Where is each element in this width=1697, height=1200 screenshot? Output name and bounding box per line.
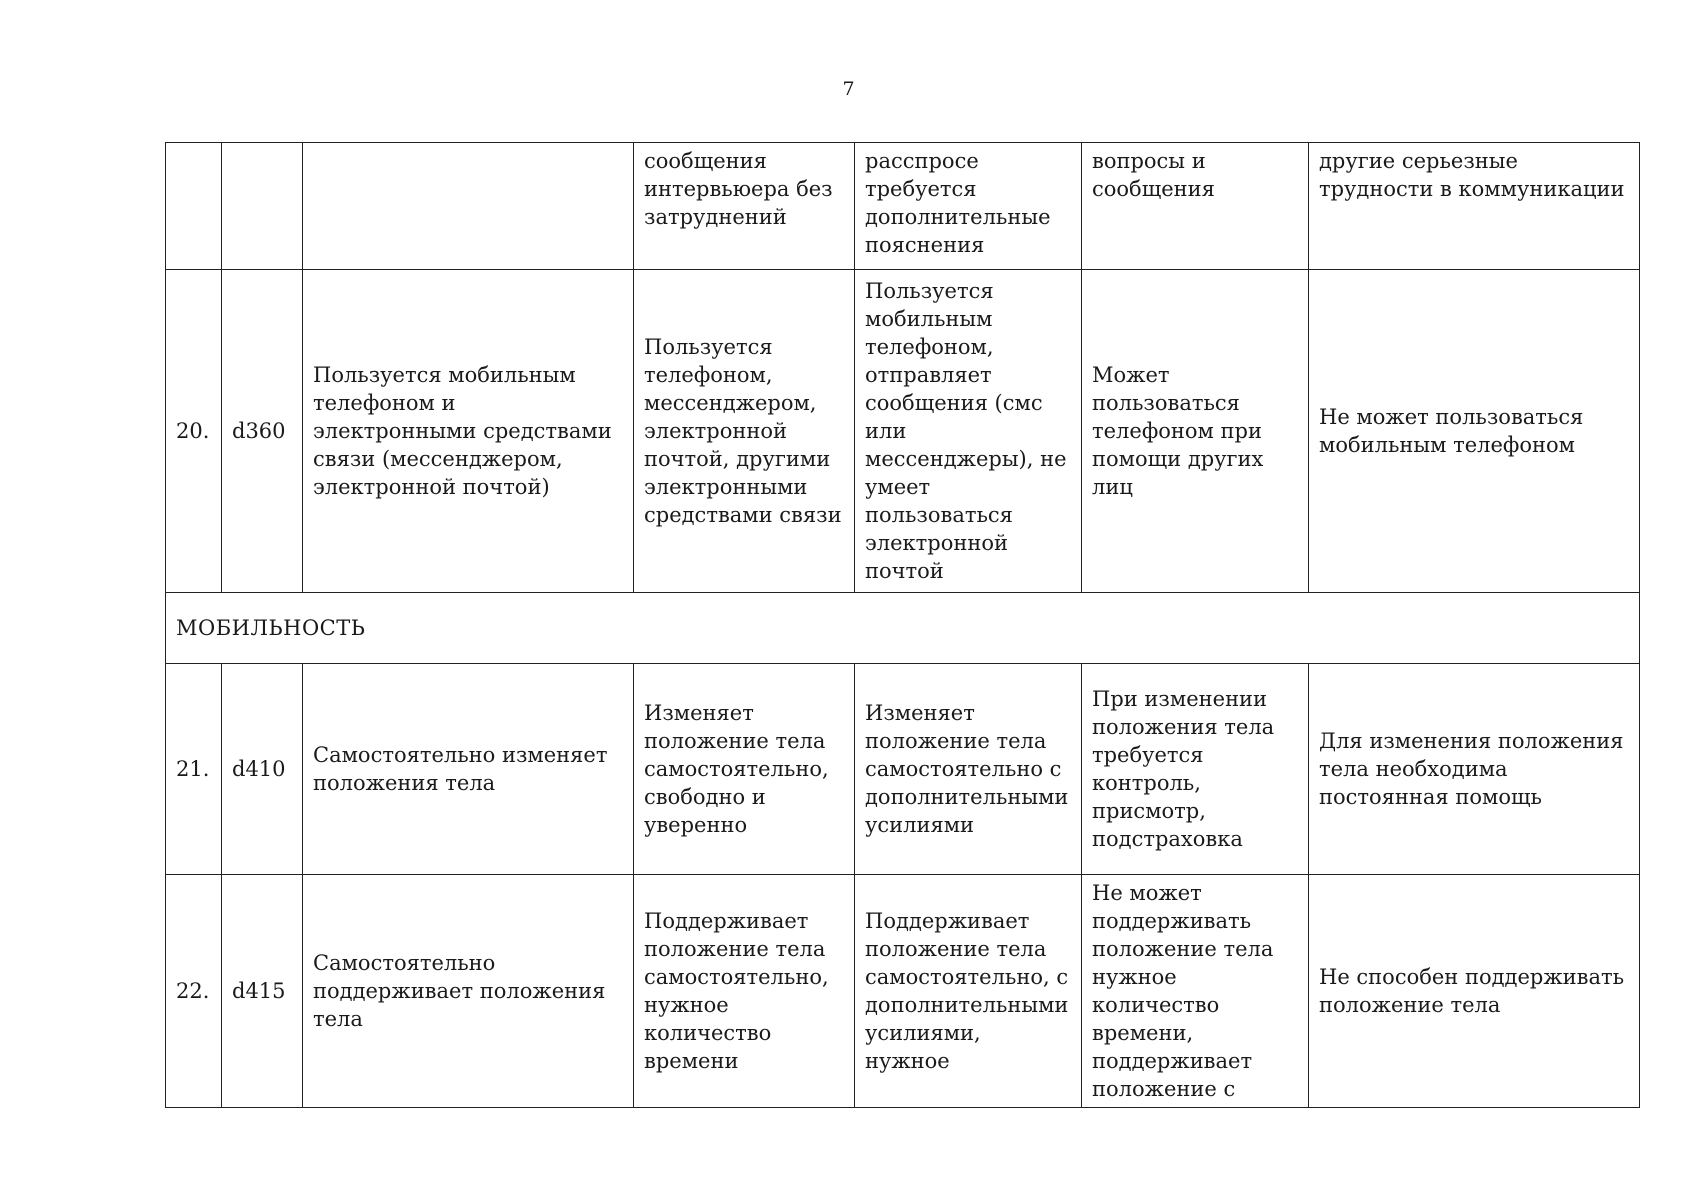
level-4-cell: другие серьезные трудности в коммуникации [1309, 143, 1640, 270]
level-1-cell: Пользуется телефоном, мессенджером, электронной почтой, другими электронными средствами связи [634, 270, 855, 593]
level-2-cell: расспросе требуется дополнительные пояснения [855, 143, 1082, 270]
row-number-cell: 20. [166, 270, 222, 593]
name-cell [303, 143, 634, 270]
code-cell: d410 [222, 664, 303, 875]
assessment-table [165, 142, 1640, 1108]
level-3-cell: При изменении положения тела требуется контроль, присмотр, подстраховка [1082, 664, 1309, 875]
level-3-cell: вопросы и сообщения [1082, 143, 1309, 270]
table-row [166, 664, 1640, 875]
table-row [166, 270, 1640, 593]
name-cell: Самостоятельно поддерживает положения тела [303, 875, 634, 1108]
level-4-cell: Для изменения положения тела необходима постоянная помощь [1309, 664, 1640, 875]
level-4-cell: Не может пользоваться мобильным телефоном [1309, 270, 1640, 593]
level-2-cell: Изменяет положение тела самостоятельно с дополнительными усилиями [855, 664, 1082, 875]
code-cell [222, 143, 303, 270]
level-2-cell: Поддерживает положение тела самостоятельно, с дополнительными усилиями, нужное [855, 875, 1082, 1108]
section-title: МОБИЛЬНОСТЬ [166, 593, 1640, 664]
row-number-cell: 21. [166, 664, 222, 875]
level-1-cell: сообщения интервьюера без затруднений [634, 143, 855, 270]
row-number-cell: 22. [166, 875, 222, 1108]
level-4-cell: Не способен поддерживать положение тела [1309, 875, 1640, 1108]
level-3-cell: Может пользоваться телефоном при помощи других лиц [1082, 270, 1309, 593]
code-cell: d360 [222, 270, 303, 593]
page-number: 7 [842, 78, 855, 100]
section-row [166, 593, 1640, 664]
name-cell: Пользуется мобильным телефоном и электронными средствами связи (мессенджером, электронной почтой) [303, 270, 634, 593]
code-cell: d415 [222, 875, 303, 1108]
table-row-continued [166, 143, 1640, 270]
level-1-cell: Поддерживает положение тела самостоятельно, нужное количество времени [634, 875, 855, 1108]
level-3-cell: Не может поддерживать положение тела нужное количество времени, поддерживает положение с [1082, 875, 1309, 1108]
level-1-cell: Изменяет положение тела самостоятельно, свободно и уверенно [634, 664, 855, 875]
name-cell: Самостоятельно изменяет положения тела [303, 664, 634, 875]
level-2-cell: Пользуется мобильным телефоном, отправляет сообщения (смс или мессенджеры), не умеет пользоваться электронной почтой [855, 270, 1082, 593]
table-row [166, 875, 1640, 1108]
row-number-cell [166, 143, 222, 270]
